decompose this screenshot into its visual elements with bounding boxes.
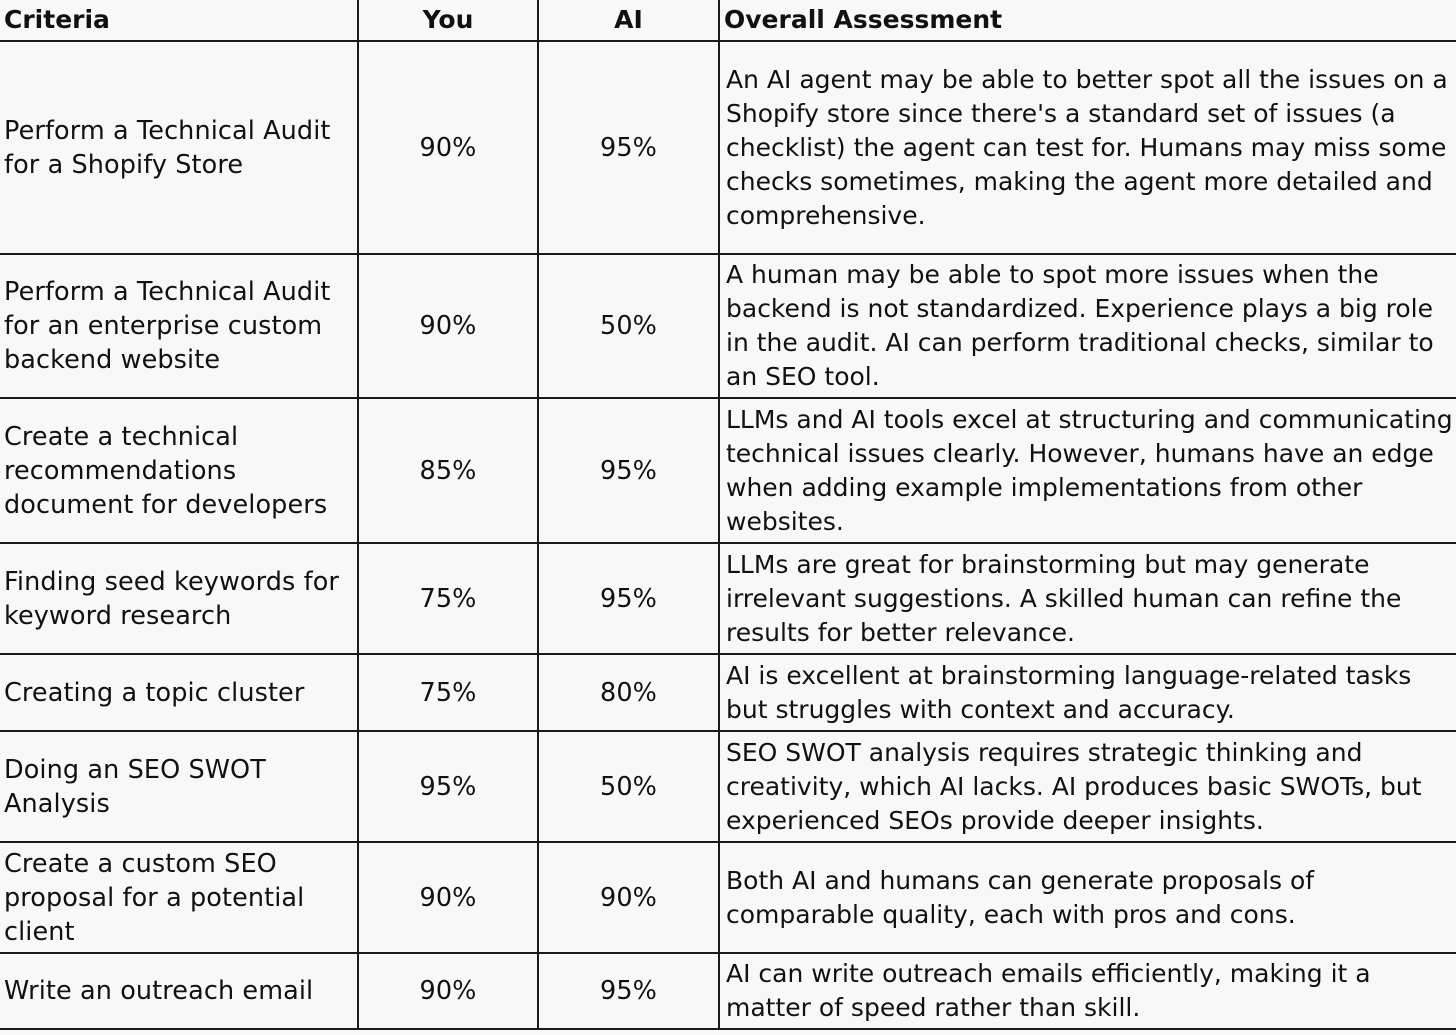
you-score-cell: 75% (358, 654, 538, 731)
criteria-cell: Create a technical recommendations document for developers (0, 398, 358, 543)
header-criteria: Criteria (0, 0, 358, 41)
criteria-cell: Perform a Technical Audit for an enterprise custom backend website (0, 254, 358, 398)
ai-score-cell: 90% (538, 842, 719, 953)
criteria-cell: Write an outreach email (0, 953, 358, 1029)
ai-score-cell: 95% (538, 953, 719, 1029)
assessment-cell: AI is excellent at brainstorming language-related tasks but struggles with context and accuracy. (719, 654, 1456, 731)
table-header (0, 0, 1456, 41)
criteria-cell: Finding seed keywords for keyword research (0, 543, 358, 654)
header-ai: AI (538, 0, 719, 41)
you-score-cell: 85% (358, 398, 538, 543)
you-score-cell: 75% (358, 543, 538, 654)
table-body (0, 41, 1456, 1029)
table-row (0, 842, 1456, 953)
ai-score-cell: 95% (538, 398, 719, 543)
you-score-cell: 95% (358, 731, 538, 842)
assessment-cell: Both AI and humans can generate proposals of comparable quality, each with pros and cons. (719, 842, 1456, 953)
criteria-cell: Perform a Technical Audit for a Shopify Store (0, 41, 358, 254)
ai-score-cell: 50% (538, 254, 719, 398)
assessment-cell: LLMs are great for brainstorming but may generate irrelevant suggestions. A skilled human can refine the results for better relevance. (719, 543, 1456, 654)
table-row (0, 41, 1456, 254)
table-row (0, 953, 1456, 1029)
assessment-cell: SEO SWOT analysis requires strategic thinking and creativity, which AI lacks. AI produces basic SWOTs, but experienced SEOs provide deeper insights. (719, 731, 1456, 842)
header-row (0, 0, 1456, 41)
you-score-cell: 90% (358, 953, 538, 1029)
assessment-cell: A human may be able to spot more issues when the backend is not standardized. Experience plays a big role in the audit. AI can perform traditional checks, similar to an SEO tool. (719, 254, 1456, 398)
ai-score-cell: 80% (538, 654, 719, 731)
table-row (0, 731, 1456, 842)
you-score-cell: 90% (358, 41, 538, 254)
table-row (0, 398, 1456, 543)
assessment-cell: LLMs and AI tools excel at structuring and communicating technical issues clearly. However, humans have an edge when adding example implementations from other websites. (719, 398, 1456, 543)
criteria-cell: Create a custom SEO proposal for a potential client (0, 842, 358, 953)
you-score-cell: 90% (358, 254, 538, 398)
criteria-cell: Creating a topic cluster (0, 654, 358, 731)
table-row (0, 543, 1456, 654)
criteria-cell: Doing an SEO SWOT Analysis (0, 731, 358, 842)
table-row (0, 254, 1456, 398)
header-assessment: Overall Assessment (719, 0, 1456, 41)
header-you: You (358, 0, 538, 41)
ai-score-cell: 95% (538, 41, 719, 254)
ai-score-cell: 95% (538, 543, 719, 654)
table-row (0, 654, 1456, 731)
ai-score-cell: 50% (538, 731, 719, 842)
you-score-cell: 90% (358, 842, 538, 953)
assessment-cell: AI can write outreach emails efficiently, making it a matter of speed rather than skill. (719, 953, 1456, 1029)
assessment-cell: An AI agent may be able to better spot all the issues on a Shopify store since there's a standard set of issues (a checklist) the agent can test for. Humans may miss some checks sometimes, making the agent more detailed and comprehensive. (719, 41, 1456, 254)
